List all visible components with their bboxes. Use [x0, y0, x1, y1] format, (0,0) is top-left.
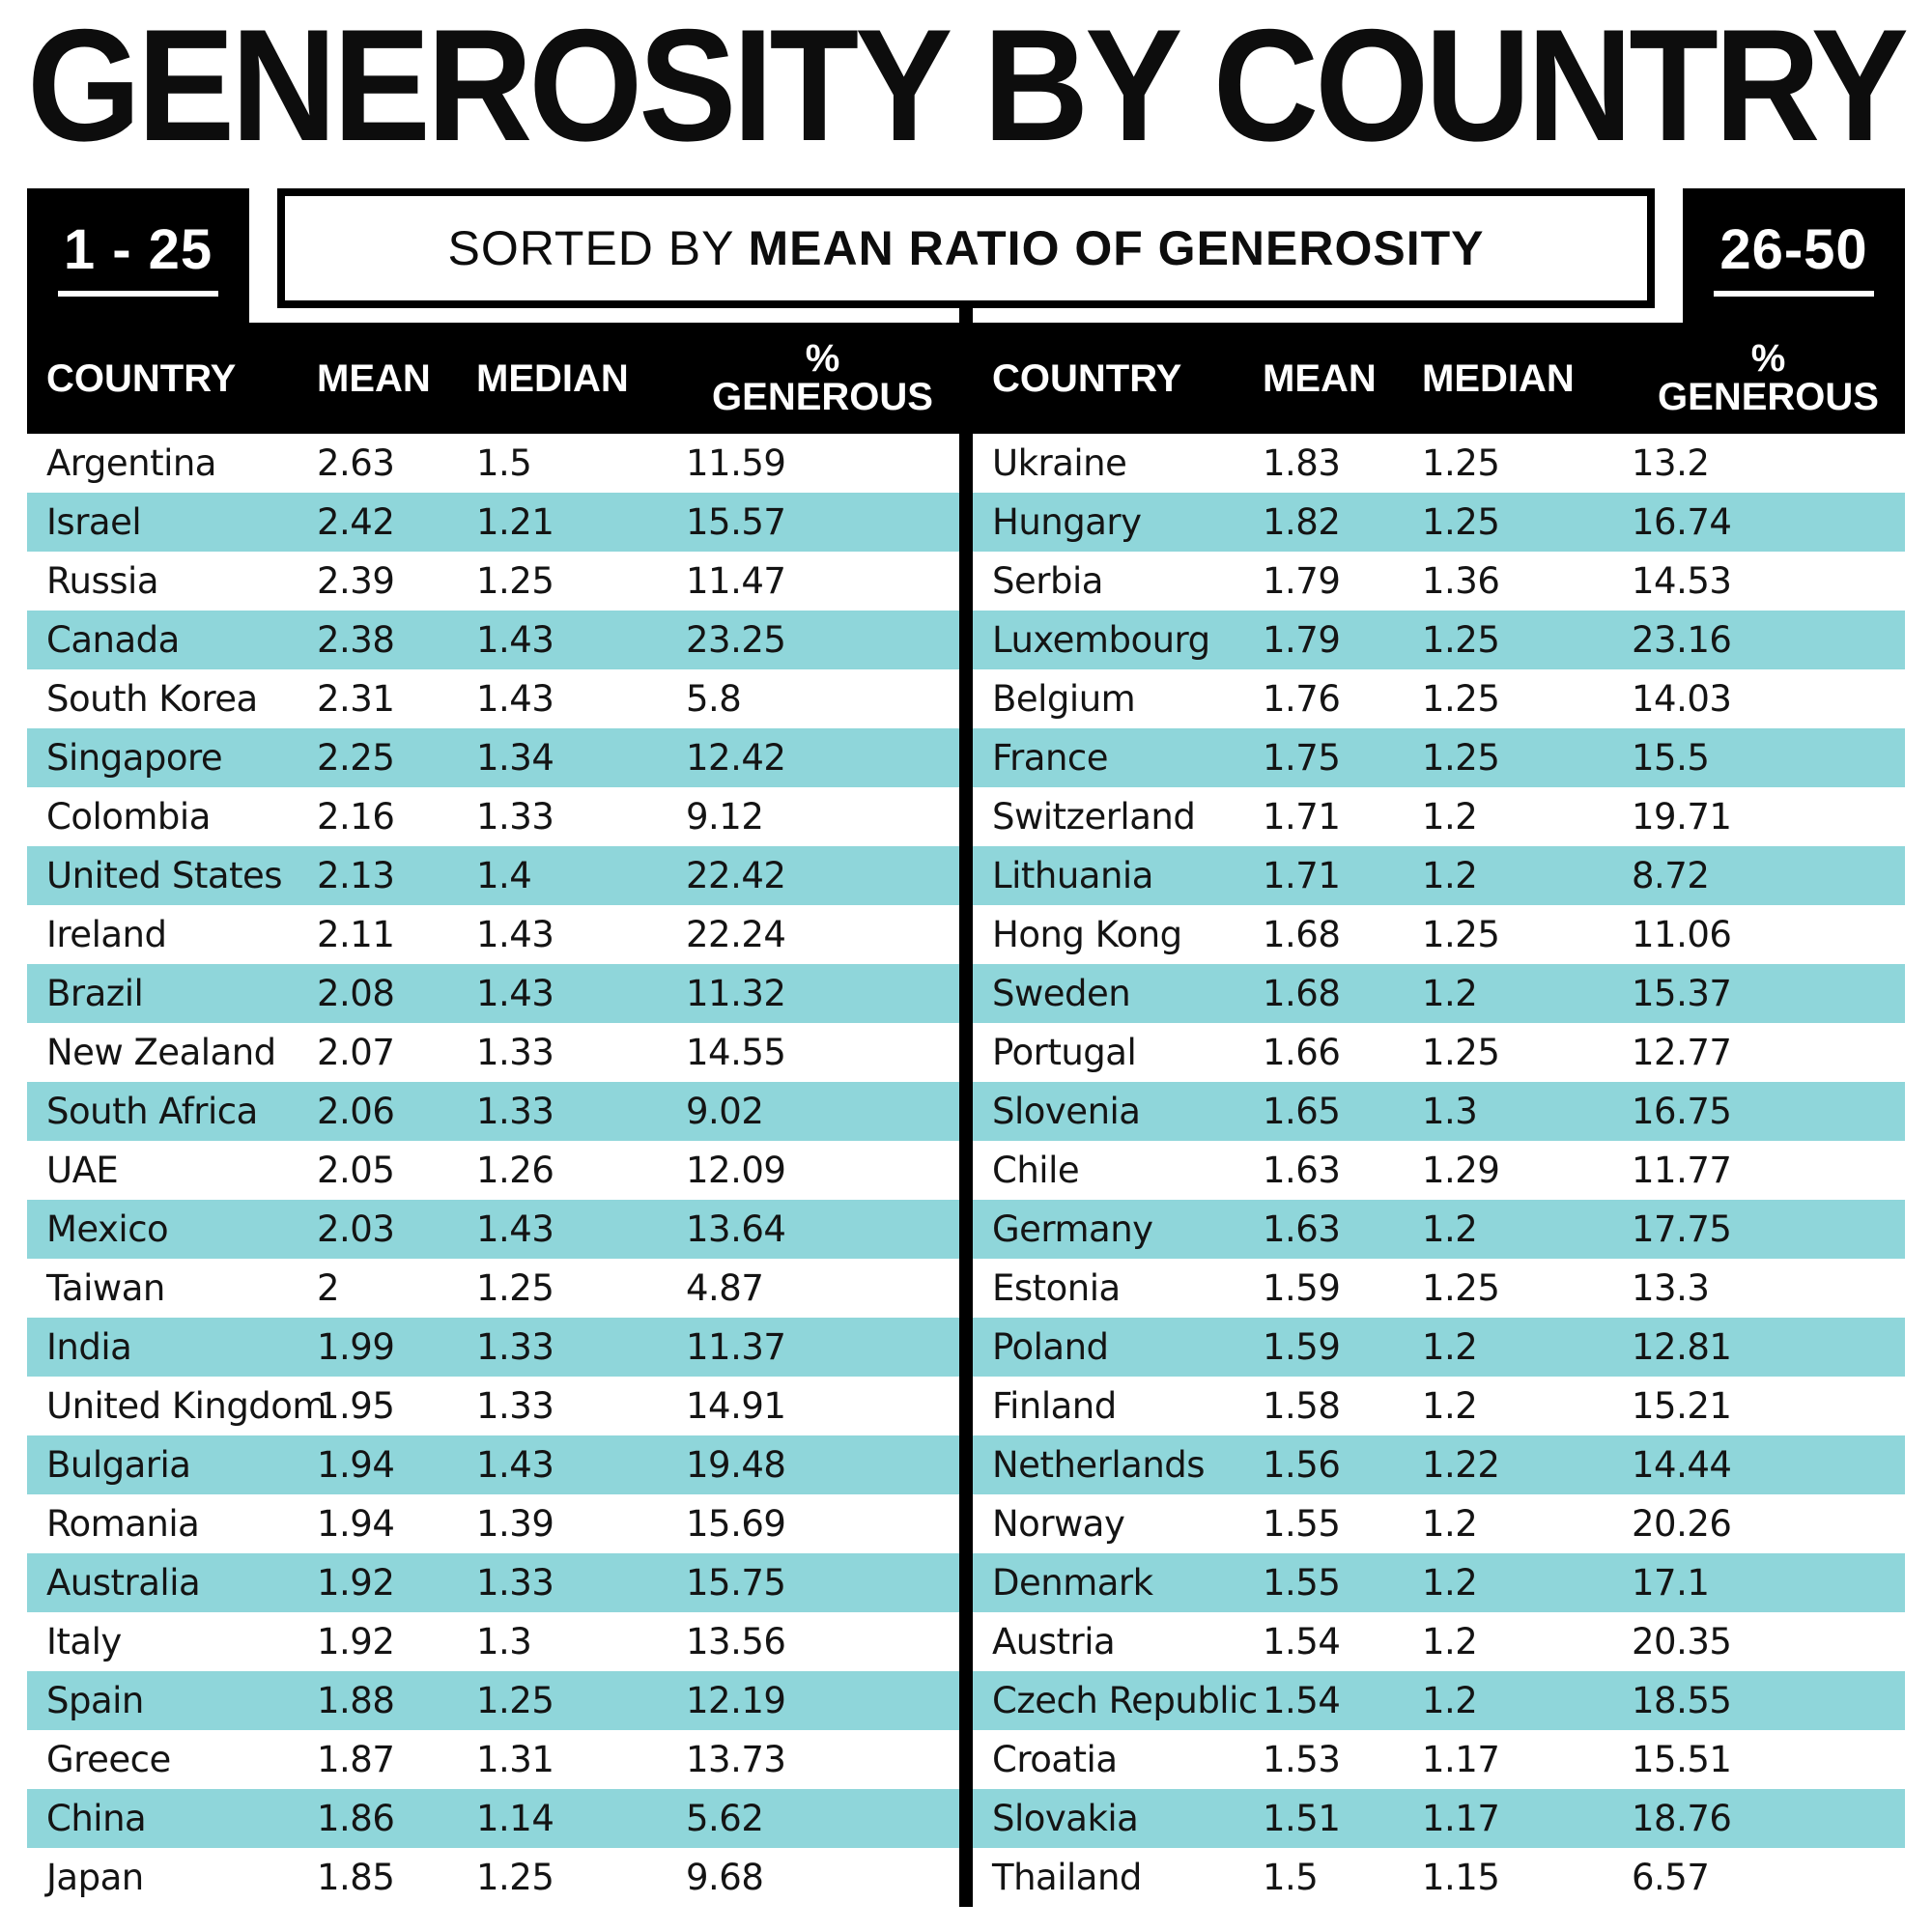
table-body	[973, 434, 1905, 1907]
cell-mean: 1.56	[1263, 1444, 1341, 1486]
column-header-median: MEDIAN	[476, 356, 629, 400]
cell-median: 1.43	[476, 1208, 554, 1250]
cell-country: Luxembourg	[992, 619, 1210, 661]
cell-pct-generous: 11.59	[686, 442, 786, 484]
cell-pct-generous: 15.75	[686, 1562, 786, 1604]
column-header-pct-generous	[1632, 337, 1905, 418]
cell-mean: 1.86	[317, 1798, 395, 1839]
table-row	[973, 552, 1905, 611]
column-header-mean: MEAN	[317, 356, 431, 400]
cell-mean: 1.87	[317, 1739, 395, 1780]
cell-mean: 2.07	[317, 1032, 395, 1073]
cell-country: Ukraine	[992, 442, 1127, 484]
cell-country: Poland	[992, 1326, 1109, 1368]
cell-pct-generous: 14.55	[686, 1032, 786, 1073]
cell-country: Singapore	[46, 737, 223, 779]
cell-mean: 1.55	[1263, 1503, 1341, 1545]
table-row	[27, 1200, 959, 1259]
cell-country: Japan	[46, 1857, 144, 1898]
table-row	[973, 434, 1905, 493]
cell-median: 1.2	[1422, 1562, 1478, 1604]
cell-median: 1.25	[1422, 914, 1500, 955]
table-row	[973, 1553, 1905, 1612]
cell-country: Romania	[46, 1503, 200, 1545]
cell-median: 1.3	[1422, 1091, 1478, 1132]
cell-pct-generous: 13.64	[686, 1208, 786, 1250]
table-row	[27, 1435, 959, 1494]
cell-median: 1.2	[1422, 1326, 1478, 1368]
cell-country: Belgium	[992, 678, 1136, 720]
cell-mean: 1.79	[1263, 619, 1341, 661]
cell-mean: 1.53	[1263, 1739, 1341, 1780]
cell-pct-generous: 12.81	[1632, 1326, 1732, 1368]
range-label-26-50: 26-50	[1714, 217, 1873, 297]
cell-mean: 1.68	[1263, 973, 1341, 1014]
table-row	[973, 1494, 1905, 1553]
cell-median: 1.43	[476, 619, 554, 661]
cell-pct-generous: 15.51	[1632, 1739, 1732, 1780]
cell-median: 1.25	[1422, 619, 1500, 661]
cell-mean: 2.16	[317, 796, 395, 838]
cell-country: Australia	[46, 1562, 201, 1604]
cell-mean: 2.38	[317, 619, 395, 661]
cell-country: Hungary	[992, 501, 1142, 543]
cell-median: 1.33	[476, 1326, 554, 1368]
table-row	[27, 1671, 959, 1730]
cell-pct-generous: 20.35	[1632, 1621, 1732, 1662]
cell-country: Finland	[992, 1385, 1117, 1427]
cell-pct-generous: 14.91	[686, 1385, 786, 1427]
cell-median: 1.43	[476, 1444, 554, 1486]
cell-country: Bulgaria	[46, 1444, 191, 1486]
cell-median: 1.2	[1422, 1503, 1478, 1545]
table-ranks-26-50	[973, 323, 1905, 1907]
cell-country: Colombia	[46, 796, 211, 838]
cell-pct-generous: 4.87	[686, 1267, 764, 1309]
cell-median: 1.33	[476, 796, 554, 838]
cell-median: 1.17	[1422, 1739, 1500, 1780]
table-row	[973, 1789, 1905, 1848]
cell-pct-generous: 11.37	[686, 1326, 786, 1368]
cell-median: 1.43	[476, 973, 554, 1014]
cell-mean: 2.63	[317, 442, 395, 484]
cell-mean: 1.76	[1263, 678, 1341, 720]
cell-median: 1.33	[476, 1562, 554, 1604]
table-header-row	[973, 323, 1905, 434]
table-row	[27, 1377, 959, 1435]
table-row	[973, 1023, 1905, 1082]
table-row	[27, 493, 959, 552]
table-row	[973, 669, 1905, 728]
cell-pct-generous: 13.2	[1632, 442, 1710, 484]
cell-country: Mexico	[46, 1208, 169, 1250]
table-row	[27, 1259, 959, 1318]
cell-country: Brazil	[46, 973, 144, 1014]
cell-country: Greece	[46, 1739, 171, 1780]
sort-note-bold: MEAN RATIO OF GENEROSITY	[748, 221, 1485, 275]
cell-mean: 2.05	[317, 1150, 395, 1191]
cell-country: Czech Republic	[992, 1680, 1258, 1721]
column-header-mean: MEAN	[1263, 356, 1377, 400]
table-row	[973, 728, 1905, 787]
cell-mean: 1.71	[1263, 796, 1341, 838]
cell-pct-generous: 19.48	[686, 1444, 786, 1486]
cell-pct-generous: 12.09	[686, 1150, 786, 1191]
cell-median: 1.29	[1422, 1150, 1500, 1191]
table-row	[973, 1612, 1905, 1671]
table-row	[27, 1789, 959, 1848]
cell-mean: 1.94	[317, 1444, 395, 1486]
cell-pct-generous: 12.42	[686, 737, 786, 779]
cell-country: China	[46, 1798, 147, 1839]
cell-median: 1.26	[476, 1150, 554, 1191]
table-row	[27, 1318, 959, 1377]
cell-median: 1.39	[476, 1503, 554, 1545]
cell-country: Ireland	[46, 914, 167, 955]
cell-mean: 1.63	[1263, 1208, 1341, 1250]
cell-median: 1.2	[1422, 973, 1478, 1014]
cell-median: 1.2	[1422, 1385, 1478, 1427]
center-divider	[959, 301, 973, 1907]
cell-median: 1.15	[1422, 1857, 1500, 1898]
table-row	[27, 1612, 959, 1671]
table-row	[973, 1435, 1905, 1494]
cell-country: Hong Kong	[992, 914, 1182, 955]
table-row	[973, 1671, 1905, 1730]
cell-country: Chile	[992, 1150, 1080, 1191]
cell-median: 1.4	[476, 855, 532, 896]
cell-country: Argentina	[46, 442, 216, 484]
cell-mean: 1.59	[1263, 1326, 1341, 1368]
cell-country: New Zealand	[46, 1032, 276, 1073]
table-row	[27, 846, 959, 905]
table-row	[27, 905, 959, 964]
cell-median: 1.25	[476, 1857, 554, 1898]
cell-mean: 1.85	[317, 1857, 395, 1898]
cell-mean: 1.92	[317, 1621, 395, 1662]
table-row	[27, 1730, 959, 1789]
cell-pct-generous: 23.25	[686, 619, 786, 661]
cell-country: South Africa	[46, 1091, 258, 1132]
cell-mean: 2.13	[317, 855, 395, 896]
cell-pct-generous: 18.55	[1632, 1680, 1732, 1721]
cell-country: Lithuania	[992, 855, 1153, 896]
cell-pct-generous: 22.42	[686, 855, 786, 896]
cell-pct-generous: 11.47	[686, 560, 786, 602]
cell-mean: 1.92	[317, 1562, 395, 1604]
cell-median: 1.33	[476, 1091, 554, 1132]
cell-median: 1.25	[1422, 1032, 1500, 1073]
cell-mean: 2.11	[317, 914, 395, 955]
cell-mean: 1.54	[1263, 1680, 1341, 1721]
cell-country: Norway	[992, 1503, 1125, 1545]
table-row	[973, 905, 1905, 964]
table-row	[27, 1141, 959, 1200]
range-label-1-25: 1 - 25	[58, 217, 218, 297]
table-row	[973, 1259, 1905, 1318]
table-header-row	[27, 323, 959, 434]
table-row	[973, 1377, 1905, 1435]
cell-mean: 1.75	[1263, 737, 1341, 779]
pct-word: GENEROUS	[712, 375, 933, 418]
cell-median: 1.14	[476, 1798, 554, 1839]
cell-country: Switzerland	[992, 796, 1196, 838]
table-row	[27, 1848, 959, 1907]
table-row	[27, 434, 959, 493]
cell-pct-generous: 9.68	[686, 1857, 764, 1898]
column-header-country: COUNTRY	[46, 356, 237, 400]
cell-pct-generous: 12.19	[686, 1680, 786, 1721]
cell-country: United States	[46, 855, 283, 896]
table-row	[973, 1082, 1905, 1141]
cell-pct-generous: 15.37	[1632, 973, 1732, 1014]
cell-median: 1.33	[476, 1032, 554, 1073]
cell-pct-generous: 15.21	[1632, 1385, 1732, 1427]
pct-symbol: %	[1750, 337, 1786, 381]
table-row	[27, 669, 959, 728]
cell-mean: 2.03	[317, 1208, 395, 1250]
cell-country: Serbia	[992, 560, 1103, 602]
cell-pct-generous: 11.32	[686, 973, 786, 1014]
sort-note-prefix: SORTED BY	[447, 221, 735, 275]
cell-pct-generous: 8.72	[1632, 855, 1710, 896]
cell-country: Denmark	[992, 1562, 1153, 1604]
cell-pct-generous: 13.73	[686, 1739, 786, 1780]
table-row	[27, 1494, 959, 1553]
cell-pct-generous: 14.03	[1632, 678, 1732, 720]
table-row	[973, 846, 1905, 905]
cell-country: India	[46, 1326, 132, 1368]
cell-pct-generous: 13.56	[686, 1621, 786, 1662]
table-row	[973, 1141, 1905, 1200]
table-row	[973, 1200, 1905, 1259]
cell-mean: 1.59	[1263, 1267, 1341, 1309]
cell-country: UAE	[46, 1150, 119, 1191]
column-header-median: MEDIAN	[1422, 356, 1575, 400]
cell-pct-generous: 14.44	[1632, 1444, 1732, 1486]
cell-country: Taiwan	[46, 1267, 165, 1309]
pct-symbol: %	[805, 337, 840, 381]
cell-mean: 1.83	[1263, 442, 1341, 484]
cell-median: 1.2	[1422, 1680, 1478, 1721]
cell-median: 1.25	[476, 1267, 554, 1309]
cell-mean: 1.68	[1263, 914, 1341, 955]
cell-country: Canada	[46, 619, 180, 661]
cell-country: Slovenia	[992, 1091, 1141, 1132]
table-row	[27, 728, 959, 787]
cell-mean: 1.65	[1263, 1091, 1341, 1132]
cell-median: 1.3	[476, 1621, 532, 1662]
cell-mean: 1.99	[317, 1326, 395, 1368]
cell-pct-generous: 13.3	[1632, 1267, 1710, 1309]
cell-median: 1.25	[1422, 442, 1500, 484]
cell-country: Austria	[992, 1621, 1116, 1662]
cell-median: 1.2	[1422, 855, 1478, 896]
cell-mean: 2.31	[317, 678, 395, 720]
cell-country: South Korea	[46, 678, 258, 720]
table-row	[27, 611, 959, 669]
cell-pct-generous: 5.62	[686, 1798, 764, 1839]
table-row	[27, 964, 959, 1023]
cell-country: Germany	[992, 1208, 1153, 1250]
cell-median: 1.17	[1422, 1798, 1500, 1839]
cell-pct-generous: 23.16	[1632, 619, 1732, 661]
cell-country: Portugal	[992, 1032, 1137, 1073]
cell-pct-generous: 6.57	[1632, 1857, 1710, 1898]
table-row	[27, 1082, 959, 1141]
cell-country: Russia	[46, 560, 159, 602]
table-row	[27, 1023, 959, 1082]
cell-mean: 1.95	[317, 1385, 395, 1427]
cell-median: 1.43	[476, 678, 554, 720]
table-row	[973, 493, 1905, 552]
cell-mean: 2	[317, 1267, 340, 1309]
cell-median: 1.31	[476, 1739, 554, 1780]
table-row	[973, 1318, 1905, 1377]
cell-mean: 1.82	[1263, 501, 1341, 543]
table-row	[27, 1553, 959, 1612]
cell-country: Spain	[46, 1680, 144, 1721]
cell-mean: 1.5	[1263, 1857, 1319, 1898]
cell-pct-generous: 17.75	[1632, 1208, 1732, 1250]
cell-pct-generous: 11.06	[1632, 914, 1732, 955]
cell-mean: 2.25	[317, 737, 395, 779]
cell-pct-generous: 12.77	[1632, 1032, 1732, 1073]
cell-pct-generous: 9.02	[686, 1091, 764, 1132]
cell-median: 1.43	[476, 914, 554, 955]
table-body	[27, 434, 959, 1907]
cell-median: 1.34	[476, 737, 554, 779]
cell-mean: 1.79	[1263, 560, 1341, 602]
cell-mean: 1.51	[1263, 1798, 1341, 1839]
cell-country: Sweden	[992, 973, 1131, 1014]
cell-country: Slovakia	[992, 1798, 1139, 1839]
cell-median: 1.25	[1422, 678, 1500, 720]
page-title: GENEROSITY BY COUNTRY	[27, 0, 1905, 175]
table-row	[973, 1848, 1905, 1907]
cell-mean: 1.88	[317, 1680, 395, 1721]
cell-country: Netherlands	[992, 1444, 1206, 1486]
cell-country: Estonia	[992, 1267, 1121, 1309]
cell-country: Italy	[46, 1621, 122, 1662]
cell-median: 1.2	[1422, 1208, 1478, 1250]
cell-pct-generous: 15.5	[1632, 737, 1710, 779]
cell-pct-generous: 14.53	[1632, 560, 1732, 602]
cell-pct-generous: 19.71	[1632, 796, 1732, 838]
table-row	[27, 787, 959, 846]
cell-pct-generous: 15.57	[686, 501, 786, 543]
cell-country: France	[992, 737, 1109, 779]
cell-pct-generous: 22.24	[686, 914, 786, 955]
cell-median: 1.2	[1422, 1621, 1478, 1662]
cell-country: Croatia	[992, 1739, 1118, 1780]
table-row	[973, 787, 1905, 846]
cell-median: 1.2	[1422, 796, 1478, 838]
cell-country: Israel	[46, 501, 142, 543]
cell-pct-generous: 18.76	[1632, 1798, 1732, 1839]
cell-median: 1.25	[476, 1680, 554, 1721]
sort-note-box	[277, 188, 1655, 308]
cell-pct-generous: 16.75	[1632, 1091, 1732, 1132]
cell-mean: 2.06	[317, 1091, 395, 1132]
cell-mean: 1.94	[317, 1503, 395, 1545]
cell-country: United Kingdom	[46, 1385, 327, 1427]
cell-mean: 1.55	[1263, 1562, 1341, 1604]
pct-word: GENEROUS	[1658, 375, 1879, 418]
cell-pct-generous: 17.1	[1632, 1562, 1710, 1604]
table-row	[973, 611, 1905, 669]
cell-pct-generous: 11.77	[1632, 1150, 1732, 1191]
range-box-1-25	[27, 188, 249, 325]
range-box-26-50	[1683, 188, 1905, 325]
table-row	[973, 1730, 1905, 1789]
cell-median: 1.21	[476, 501, 554, 543]
cell-median: 1.33	[476, 1385, 554, 1427]
cell-mean: 1.63	[1263, 1150, 1341, 1191]
table-row	[27, 552, 959, 611]
cell-mean: 2.08	[317, 973, 395, 1014]
cell-mean: 1.71	[1263, 855, 1341, 896]
cell-mean: 1.58	[1263, 1385, 1341, 1427]
cell-pct-generous: 15.69	[686, 1503, 786, 1545]
cell-median: 1.22	[1422, 1444, 1500, 1486]
cell-mean: 1.66	[1263, 1032, 1341, 1073]
cell-median: 1.36	[1422, 560, 1500, 602]
cell-pct-generous: 16.74	[1632, 501, 1732, 543]
cell-median: 1.25	[1422, 737, 1500, 779]
column-header-pct-generous	[686, 337, 959, 418]
cell-mean: 2.39	[317, 560, 395, 602]
cell-median: 1.5	[476, 442, 532, 484]
column-header-country: COUNTRY	[992, 356, 1182, 400]
cell-pct-generous: 20.26	[1632, 1503, 1732, 1545]
table-row	[973, 964, 1905, 1023]
cell-country: Thailand	[992, 1857, 1142, 1898]
cell-pct-generous: 9.12	[686, 796, 764, 838]
cell-median: 1.25	[1422, 1267, 1500, 1309]
cell-pct-generous: 5.8	[686, 678, 742, 720]
cell-median: 1.25	[476, 560, 554, 602]
cell-mean: 2.42	[317, 501, 395, 543]
cell-mean: 1.54	[1263, 1621, 1341, 1662]
cell-median: 1.25	[1422, 501, 1500, 543]
table-ranks-1-25	[27, 323, 959, 1907]
